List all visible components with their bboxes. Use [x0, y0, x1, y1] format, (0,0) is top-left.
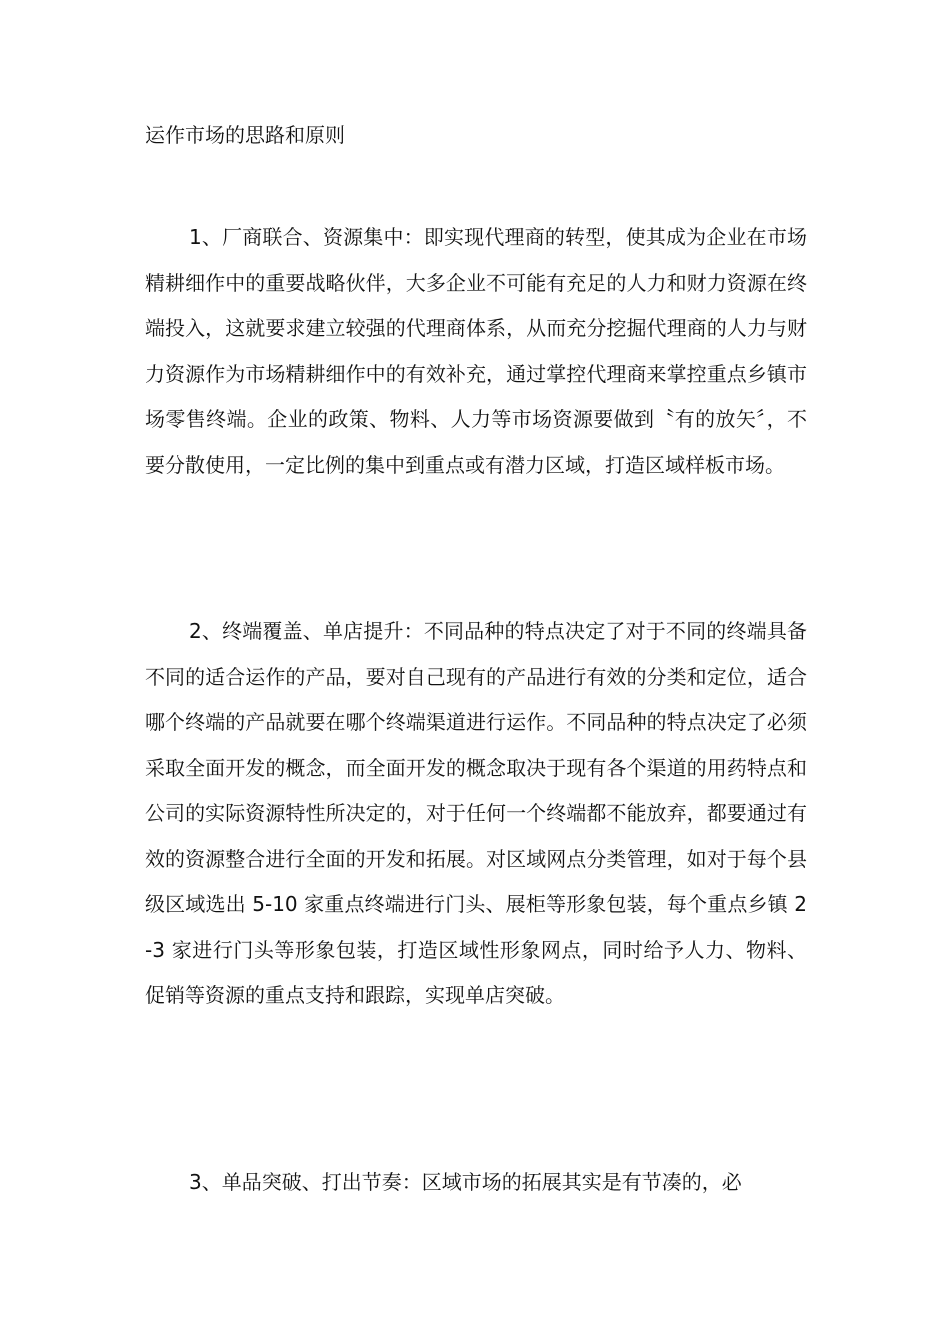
paragraph-2: 2、终端覆盖、单店提升：不同品种的特点决定了对于不同的终端具备不同的适合运作的产品，要对自己现有的产品进行有效的分类和定位，适合哪个终端的产品就要在哪个终端渠道进行运作。不同品种的特点决定了必须采取全面开发的概念，而全面开发的概念取决于现有各个渠道的用药特点和公司的实际资源特性所决定的，对于任何一个终端都不能放弃，都要通过有效的资源整合进行全面的开发和拓展。对区域网点分类管理，如对于每个县级区域选出 5-10 家重点终端进行门头、展柜等形象包装，每个重点乡镇 2-3 家进行门头等形象包装，打造区域性形象网点，同时给予人力、物料、促销等资源的重点支持和跟踪，实现单店突破。 [145, 619, 807, 1007]
document-title: 运作市场的思路和原则 [145, 123, 345, 147]
paragraph-1: 1、厂商联合、资源集中：即实现代理商的转型，使其成为企业在市场精耕细作中的重要战略伙伴，大多企业不可能有充足的人力和财力资源在终端投入，这就要求建立较强的代理商体系，从而充分挖掘代理商的人力与财力资源作为市场精耕细作中的有效补充，通过掌控代理商来掌控重点乡镇市场零售终端。企业的政策、物料、人力等市场资源要做到〝有的放矢〞，不要分散使用，一定比例的集中到重点或有潜力区域，打造区域样板市场。 [145, 225, 807, 477]
paragraph-3: 3、单品突破、打出节奏：区域市场的拓展其实是有节凑的，必 [189, 1170, 742, 1194]
